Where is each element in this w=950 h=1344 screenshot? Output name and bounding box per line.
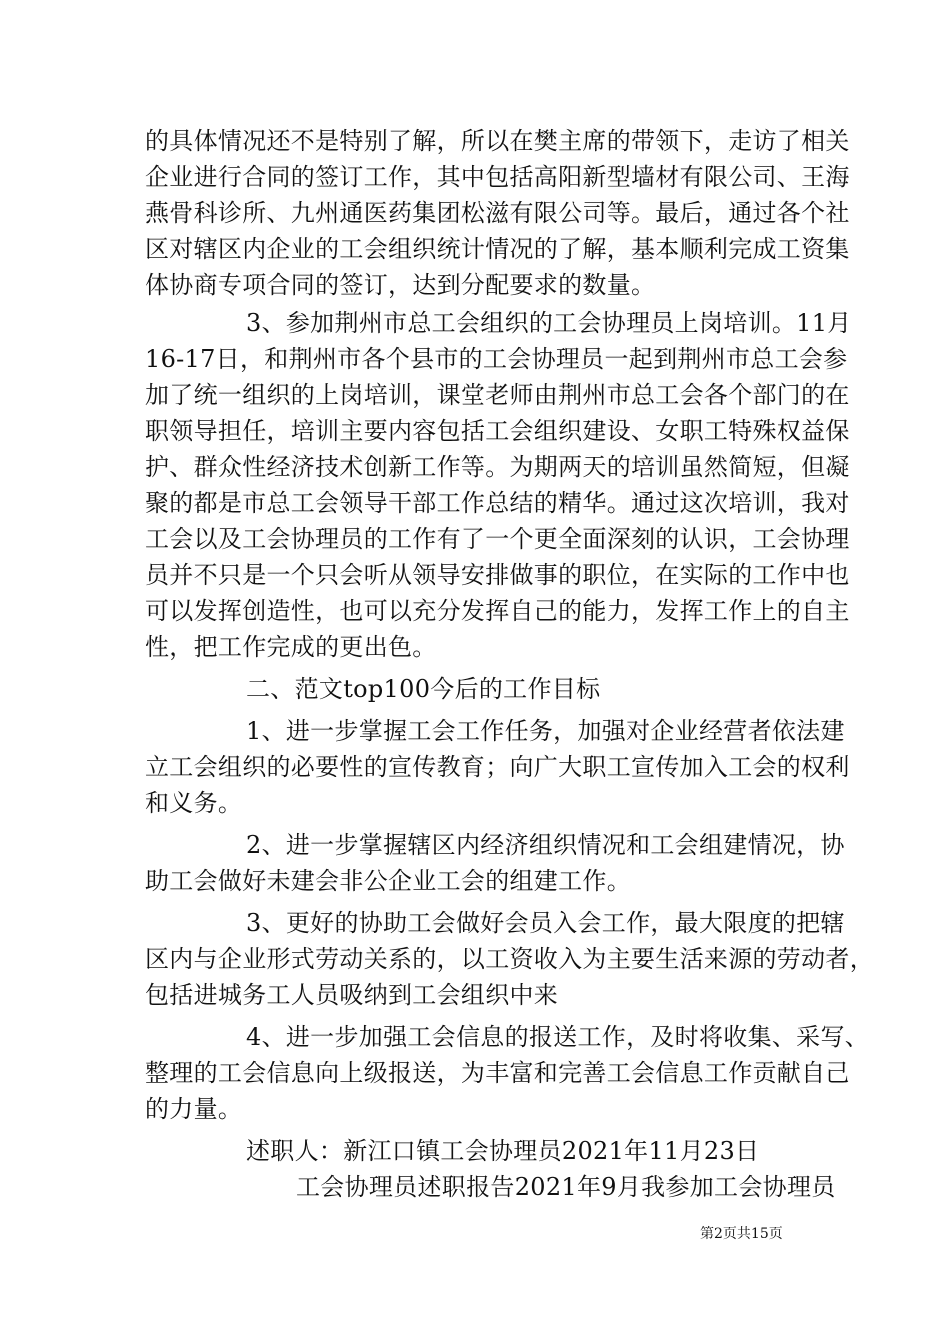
body-line: 加了统一组织的上岗培训，课堂老师由荆州市总工会各个部门的在 — [145, 381, 850, 409]
body-line: 体协商专项合同的签订，达到分配要求的数量。 — [145, 271, 656, 299]
body-line: 性，把工作完成的更出色。 — [145, 633, 437, 661]
body-line: 区对辖区内企业的工会组织统计情况的了解，基本顺利完成工资集 — [145, 235, 850, 263]
body-line: 助工会做好未建会非公企业工会的组建工作。 — [145, 867, 631, 895]
page-number: 第2页共15页 — [700, 1226, 783, 1242]
body-line: 员并不只是一个只会听从领导安排做事的职位，在实际的工作中也 — [145, 561, 850, 589]
body-line: 立工会组织的必要性的宣传教育；向广大职工宣传加入工会的权利 — [145, 753, 850, 781]
body-line: 的力量。 — [145, 1095, 243, 1123]
paragraph-start-line: 1、进一步掌握工会工作任务，加强对企业经营者依法建 — [246, 717, 845, 745]
section-heading: 二、范文top100今后的工作目标 — [246, 675, 601, 703]
paragraph-start-line: 4、进一步加强工会信息的报送工作，及时将收集、采写、 — [246, 1023, 870, 1051]
body-line: 区内与企业形式劳动关系的，以工资收入为主要生活来源的劳动者， — [145, 945, 874, 973]
paragraph-start-line: 3、参加荆州市总工会组织的工会协理员上岗培训。11月 — [246, 309, 852, 337]
body-line: 16-17日，和荆州市各个县市的工会协理员一起到荆州市总工会参 — [145, 345, 848, 373]
body-line: 包括进城务工人员吸纳到工会组织中来 — [145, 981, 559, 1009]
body-line: 企业进行合同的签订工作，其中包括高阳新型墙材有限公司、王海 — [145, 163, 850, 191]
paragraph-start-line: 2、进一步掌握辖区内经济组织情况和工会组建情况，协 — [246, 831, 845, 859]
body-line: 整理的工会信息向上级报送，为丰富和完善工会信息工作贡献自己 — [145, 1059, 850, 1087]
body-line: 职领导担任，培训主要内容包括工会组织建设、女职工特殊权益保 — [145, 417, 850, 445]
next-title-line: 工会协理员述职报告2021年9月我参加工会协理员 — [296, 1173, 836, 1201]
body-line: 护、群众性经济技术创新工作等。为期两天的培训虽然简短，但凝 — [145, 453, 850, 481]
body-line: 燕骨科诊所、九州通医药集团松滋有限公司等。最后，通过各个社 — [145, 199, 850, 227]
body-line: 和义务。 — [145, 789, 243, 817]
body-line: 的具体情况还不是特别了解，所以在樊主席的带领下，走访了相关 — [145, 127, 850, 155]
paragraph-start-line: 3、更好的协助工会做好会员入会工作，最大限度的把辖 — [246, 909, 845, 937]
body-line: 工会以及工会协理员的工作有了一个更全面深刻的认识，工会协理 — [145, 525, 850, 553]
body-line: 可以发挥创造性，也可以充分发挥自己的能力，发挥工作上的自主 — [145, 597, 850, 625]
body-line: 聚的都是市总工会领导干部工作总结的精华。通过这次培训，我对 — [145, 489, 850, 517]
signature-line: 述职人：新江口镇工会协理员2021年11月23日 — [246, 1137, 760, 1165]
